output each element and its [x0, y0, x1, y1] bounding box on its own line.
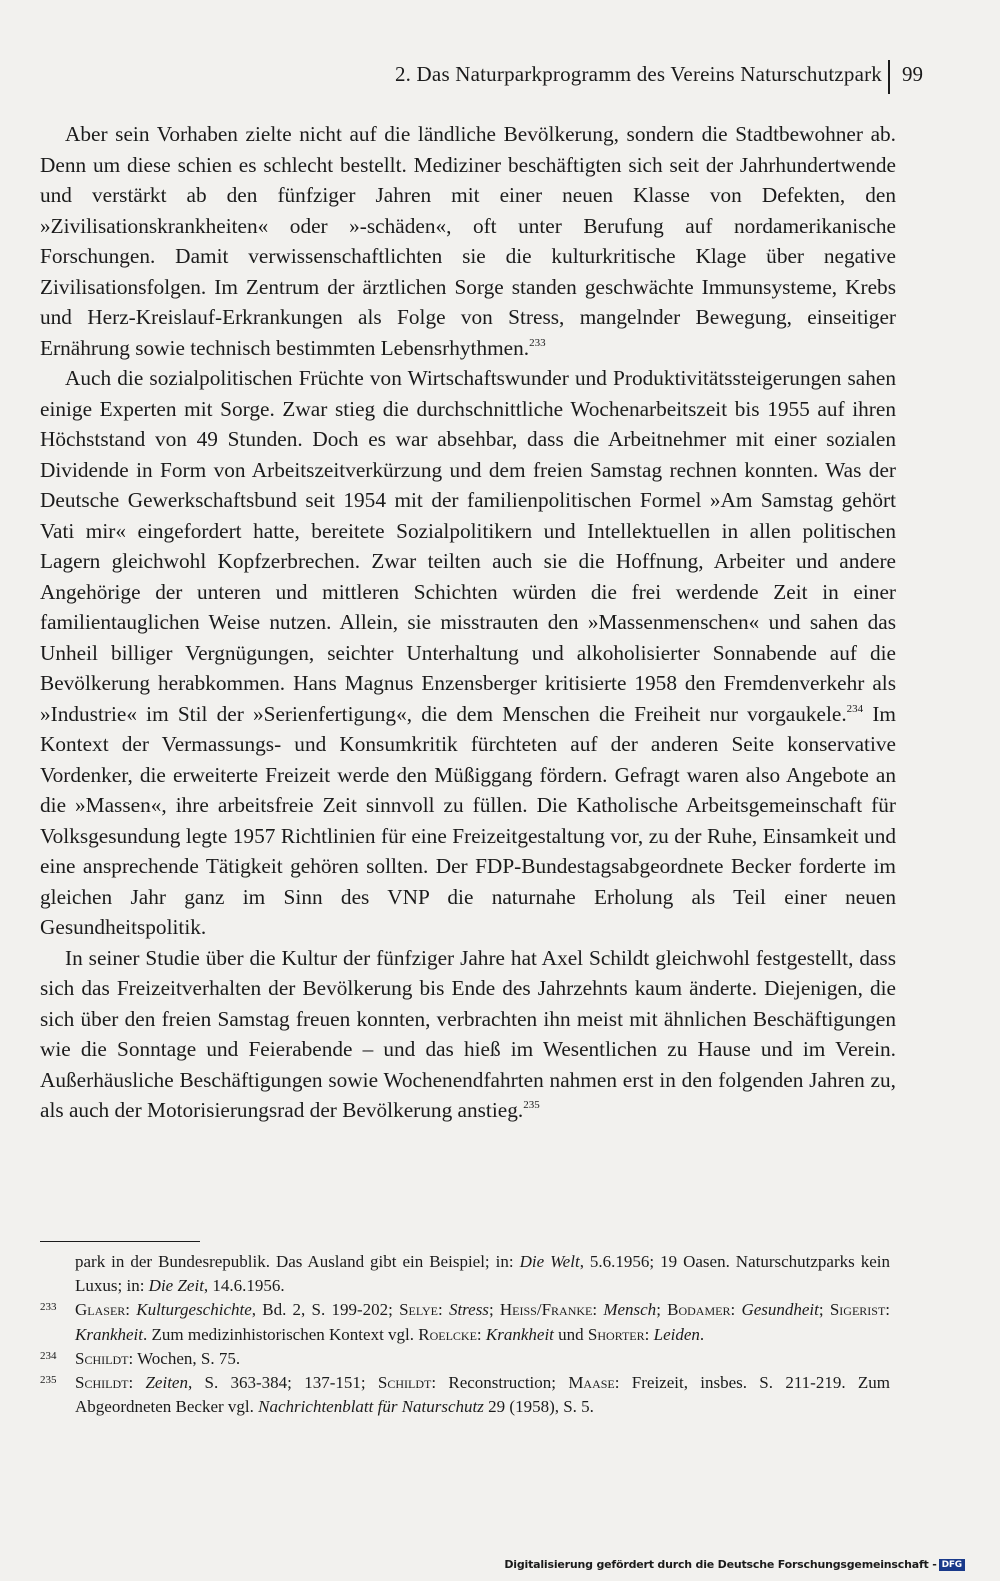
fn-title: Stress [448, 1300, 489, 1320]
fn-author: Heiss/Franke: [499, 1300, 598, 1320]
fn-author: Schildt: [377, 1373, 437, 1393]
paragraph-1-text: Aber sein Vorhaben zielte nicht auf die ländliche Bevölkerung, sondern die Stadtbewohner ab. Denn um diese schien es schlecht bestellt. Mediziner beschäftigten sich seit der Jahrhundertwende und verstärkt ab den fünfziger Jahren mit einer neuen Klasse von Defekten, den »Zivilisationskrankheiten« oder »-schäden«, oft unter Berufung auf nordamerikanische Forschungen. Damit verwissenschaftlichten sie die kulturkritische Klage über negative Zivilisationsfolgen. Im Zentrum der ärztlichen Sorge standen geschwächte Immunsysteme, Krebs und Herz-Kreislauf-Erkrankungen als Folge von Stress, mangelnder Bewegung, einseitiger Ernährung sowie technisch bestimmten Lebensrhythmen. [40, 122, 896, 360]
fn-author: Roelcke: [418, 1324, 482, 1344]
paragraph-3-text: In seiner Studie über die Kultur der fünfziger Jahre hat Axel Schildt gleichwohl festgestellt, dass sich das Freizeitverhalten der Bevölkerung bis Ende des Jahrzehnts kaum änderte. Diejenigen, die sich über den freien Samstag freuen konnten, verbrachten ihn meist mit ähnlichen Beschäftigungen wie die Sonntage und Feierabende – und das hieß im Wesentlichen zu Hause und im Verein. Außerhäusliche Beschäftigungen sowie Wochenendfahrten nahmen erst in den folgenden Jahren zu, als auch der Motorisierungsrad der Bevölkerung anstieg. [40, 945, 896, 1122]
dfg-logo: DFG [939, 1559, 965, 1571]
fn-text: ; [656, 1300, 668, 1320]
fn-text: , Bd. 2, S. 199-202; [251, 1300, 400, 1320]
fn-title: Mensch [603, 1300, 657, 1320]
fn-text: Wochen, S. 75. [133, 1348, 241, 1368]
footnote-233 [40, 1298, 890, 1346]
footnote-number: 234 [40, 1349, 57, 1362]
fn-title: Krankheit [485, 1324, 554, 1344]
running-header [0, 60, 1000, 90]
page-number: 99 [902, 62, 923, 86]
fn-text: ; [488, 1300, 500, 1320]
footnote-235 [40, 1371, 890, 1419]
fn-cont-text: park in der Bundesrepublik. Das Ausland gibt ein Beispiel; in: [75, 1252, 520, 1271]
fn-text: . Zum medizinhistorischen Kontext vgl. [143, 1324, 419, 1344]
fn-author: Maase: [568, 1373, 620, 1393]
digitization-credit [504, 1558, 965, 1571]
running-title: 2. Das Naturparkprogramm des Vereins Naturschutzpark [394, 62, 882, 86]
footnote-continued [40, 1250, 890, 1298]
footnote-234 [40, 1347, 890, 1371]
fn-text: . [699, 1324, 705, 1344]
footnote-ref-234: 234 [846, 702, 864, 715]
credit-text: Digitalisierung gefördert durch die Deutsche Forschungsgemeinschaft - [504, 1558, 937, 1571]
fn-title: Zeiten [145, 1373, 188, 1393]
paragraph-2-text-a: Auch die sozialpolitischen Früchte von Wirtschaftswunder und Produktivitätssteigerungen sahen einige Experten mit Sorge. Zwar stieg die durchschnittliche Wochenarbeitszeit bis 1955 auf ihren Höchststand von 49 Stunden. Doch es war absehbar, dass die Arbeitnehmer mit einer sozialen Dividende in Form von Arbeitszeitverkürzung und dem freien Samstag rechnen konnten. Was der Deutsche Gewerkschaftsbund seit 1954 mit der familienpolitischen Formel »Am Samstag gehört Vati mir« eingefordert hatte, bereitete Sozialpolitikern und Intellektuellen in allen politischen Lagern gleichwohl Kopfzerbrechen. Zwar teilten auch sie die Hoffnung, Arbeiter und andere Angehörige der unteren und mittleren Schichten würden die frei werdende Zeit in einer familientauglichen Weise nutzen. Allein, sie misstrauten den »Massenmenschen« und sahen das Unheil billiger Vergnügungen, seichter Unterhaltung und alkoholisierter Sonnabende auf die Bevölkerung herabkommen. Hans Magnus Enzensberger kritisierte 1958 den Fremdenverkehr als »Industrie« im Stil der »Serienfertigung«, die dem Menschen die Freiheit nur vorgaukele. [40, 366, 896, 726]
fn-author: Schildt: [75, 1373, 134, 1393]
fn-title: Leiden [653, 1324, 700, 1344]
fn-text: Freizeit, insbes. S. 211-219. Zum Abgeordneten Becker vgl. [75, 1373, 890, 1417]
fn-author: Glaser: [75, 1300, 131, 1320]
fn-title: Kulturgeschichte [136, 1300, 252, 1320]
footnote-ref-233: 233 [529, 336, 546, 349]
fn-cont-text: , 14.6.1956. [203, 1276, 285, 1296]
fn-text: ; [818, 1300, 830, 1320]
fn-text: und [553, 1324, 588, 1344]
fn-title: Krankheit [75, 1324, 143, 1344]
fn-text: Reconstruction; [436, 1373, 569, 1393]
fn-title: Gesundheit [741, 1300, 819, 1320]
fn-text [133, 1373, 145, 1392]
footnote-number: 233 [40, 1301, 57, 1314]
paragraph-3 [40, 943, 896, 1126]
paragraph-1 [40, 119, 896, 363]
header-divider [888, 60, 890, 94]
paragraph-2 [40, 363, 896, 943]
fn-author: Selye: [399, 1300, 443, 1320]
fn-title: Nachrichtenblatt für Naturschutz [258, 1397, 484, 1417]
paragraph-2-text-b: Im Kontext der Vermassungs- und Konsumkritik fürchteten auf der anderen Seite konservative Vordenker, die erweiterte Freizeit werde den Müßiggang fördern. Gefragt waren also Angebote an die »Massen«, ihre arbeitsfreie Zeit sinnvoll zu füllen. Die Katholische Arbeitsgemeinschaft für Volksgesundung legte 1957 Richtlinien für eine Freizeitgestaltung vor, zu der Ruhe, Einsamkeit und eine ansprechende Tätigkeit gehören sollten. Der FDP-Bundestagsabgeordnete Becker forderte im gleichen Jahr ganz im Sinn des VNP die naturnahe Erholung als Teil einer neuen Gesundheitspolitik. [40, 701, 897, 939]
footnote-number: 235 [40, 1374, 57, 1387]
footnote-ref-235: 235 [523, 1099, 540, 1111]
main-text [40, 119, 896, 1126]
footnotes [40, 1250, 890, 1419]
fn-text: 29 (1958), S. 5. [483, 1397, 594, 1417]
fn-author: Bodamer: [667, 1300, 736, 1320]
fn-text: , S. 363-384; 137-151; [187, 1373, 378, 1393]
fn-cont-text: , 5.6.1956; 19 Oasen. Naturschutzparks kein Luxus; in: [75, 1252, 890, 1296]
fn-author: Schildt: [75, 1348, 134, 1368]
fn-cont-title: Die Zeit [148, 1276, 204, 1296]
fn-cont-title: Die Welt [519, 1252, 580, 1271]
footnote-separator [40, 1241, 200, 1242]
fn-author: Sigerist: [829, 1300, 891, 1320]
fn-author: Shorter: [587, 1324, 650, 1344]
